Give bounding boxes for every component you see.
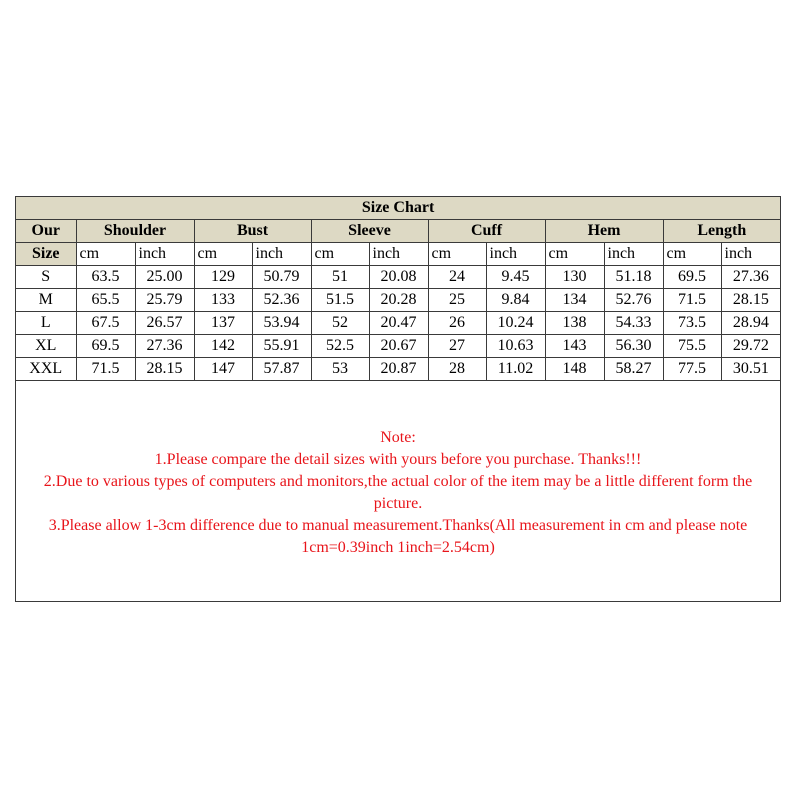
measurement-cell: 20.28 xyxy=(369,289,428,312)
unit-cm: cm xyxy=(194,243,252,266)
unit-header-row xyxy=(16,243,780,266)
group-header-cuff: Cuff xyxy=(428,220,545,243)
measurement-cell: 143 xyxy=(545,335,604,358)
note-line-2b: picture. xyxy=(373,495,423,512)
measurement-cell: 54.33 xyxy=(604,312,663,335)
measurement-cell: 71.5 xyxy=(76,358,135,381)
size-row xyxy=(16,289,780,312)
measurement-cell: 28 xyxy=(428,358,486,381)
measurement-cell: 51 xyxy=(311,266,369,289)
measurement-cell: 26 xyxy=(428,312,486,335)
measurement-cell: 20.87 xyxy=(369,358,428,381)
size-cell: M xyxy=(16,289,76,312)
group-header-row xyxy=(16,220,780,243)
measurement-cell: 27 xyxy=(428,335,486,358)
measurement-cell: 55.91 xyxy=(252,335,311,358)
measurement-cell: 28.15 xyxy=(135,358,194,381)
unit-inch: inch xyxy=(135,243,194,266)
measurement-cell: 63.5 xyxy=(76,266,135,289)
group-header-bust: Bust xyxy=(194,220,311,243)
measurement-cell: 52.76 xyxy=(604,289,663,312)
measurement-cell: 67.5 xyxy=(76,312,135,335)
measurement-cell: 25.00 xyxy=(135,266,194,289)
measurement-cell: 25 xyxy=(428,289,486,312)
measurement-cell: 130 xyxy=(545,266,604,289)
size-cell: XXL xyxy=(16,358,76,381)
measurement-cell: 71.5 xyxy=(663,289,721,312)
unit-cm: cm xyxy=(428,243,486,266)
measurement-cell: 51.18 xyxy=(604,266,663,289)
measurement-cell: 11.02 xyxy=(486,358,545,381)
unit-inch: inch xyxy=(252,243,311,266)
measurement-cell: 129 xyxy=(194,266,252,289)
measurement-cell: 69.5 xyxy=(663,266,721,289)
note-line-3b: 1cm=0.39inch 1inch=2.54cm) xyxy=(301,539,495,556)
measurement-cell: 50.79 xyxy=(252,266,311,289)
size-row xyxy=(16,312,780,335)
measurement-cell: 56.30 xyxy=(604,335,663,358)
measurement-cell: 53.94 xyxy=(252,312,311,335)
size-cell: L xyxy=(16,312,76,335)
measurement-cell: 20.08 xyxy=(369,266,428,289)
unit-cm: cm xyxy=(311,243,369,266)
size-chart-sheet xyxy=(15,196,781,602)
measurement-cell: 27.36 xyxy=(135,335,194,358)
measurement-cell: 29.72 xyxy=(721,335,780,358)
note-line-2a: 2.Due to various types of computers and monitors,the actual color of the item may be a little different form the xyxy=(43,473,753,490)
size-row xyxy=(16,266,780,289)
unit-inch: inch xyxy=(604,243,663,266)
measurement-cell: 20.47 xyxy=(369,312,428,335)
measurement-cell: 30.51 xyxy=(721,358,780,381)
measurement-cell: 26.57 xyxy=(135,312,194,335)
size-cell: XL xyxy=(16,335,76,358)
size-label-bottom: Size xyxy=(16,243,76,266)
measurement-cell: 25.79 xyxy=(135,289,194,312)
measurement-cell: 27.36 xyxy=(721,266,780,289)
measurement-cell: 137 xyxy=(194,312,252,335)
unit-inch: inch xyxy=(721,243,780,266)
unit-inch: inch xyxy=(486,243,545,266)
unit-cm: cm xyxy=(545,243,604,266)
measurement-cell: 134 xyxy=(545,289,604,312)
measurement-cell: 73.5 xyxy=(663,312,721,335)
measurement-cell: 148 xyxy=(545,358,604,381)
group-header-sleeve: Sleeve xyxy=(311,220,428,243)
title-row xyxy=(16,197,780,220)
measurement-cell: 133 xyxy=(194,289,252,312)
measurement-cell: 9.84 xyxy=(486,289,545,312)
size-cell: S xyxy=(16,266,76,289)
measurement-cell: 10.24 xyxy=(486,312,545,335)
measurement-cell: 58.27 xyxy=(604,358,663,381)
note-heading: Note: xyxy=(380,429,416,446)
measurement-cell: 51.5 xyxy=(311,289,369,312)
size-row xyxy=(16,335,780,358)
measurement-cell: 28.15 xyxy=(721,289,780,312)
measurement-cell: 20.67 xyxy=(369,335,428,358)
group-header-hem: Hem xyxy=(545,220,663,243)
size-chart-table xyxy=(16,197,780,381)
measurement-cell: 52 xyxy=(311,312,369,335)
size-row xyxy=(16,358,780,381)
measurement-cell: 10.63 xyxy=(486,335,545,358)
measurement-cell: 138 xyxy=(545,312,604,335)
size-label-top: Our xyxy=(16,220,76,243)
note-line-3a: 3.Please allow 1-3cm difference due to manual measurement.Thanks(All measurement in cm and please note xyxy=(48,517,748,534)
notes-block xyxy=(16,427,780,559)
measurement-cell: 52.36 xyxy=(252,289,311,312)
unit-inch: inch xyxy=(369,243,428,266)
unit-cm: cm xyxy=(76,243,135,266)
measurement-cell: 147 xyxy=(194,358,252,381)
measurement-cell: 53 xyxy=(311,358,369,381)
group-header-shoulder: Shoulder xyxy=(76,220,194,243)
measurement-cell: 65.5 xyxy=(76,289,135,312)
chart-title: Size Chart xyxy=(16,197,780,220)
measurement-cell: 77.5 xyxy=(663,358,721,381)
measurement-cell: 24 xyxy=(428,266,486,289)
unit-cm: cm xyxy=(663,243,721,266)
group-header-length: Length xyxy=(663,220,780,243)
measurement-cell: 142 xyxy=(194,335,252,358)
measurement-cell: 57.87 xyxy=(252,358,311,381)
note-line-1: 1.Please compare the detail sizes with yours before you purchase. Thanks!!! xyxy=(154,451,642,468)
measurement-cell: 28.94 xyxy=(721,312,780,335)
measurement-cell: 69.5 xyxy=(76,335,135,358)
measurement-cell: 9.45 xyxy=(486,266,545,289)
measurement-cell: 75.5 xyxy=(663,335,721,358)
measurement-cell: 52.5 xyxy=(311,335,369,358)
